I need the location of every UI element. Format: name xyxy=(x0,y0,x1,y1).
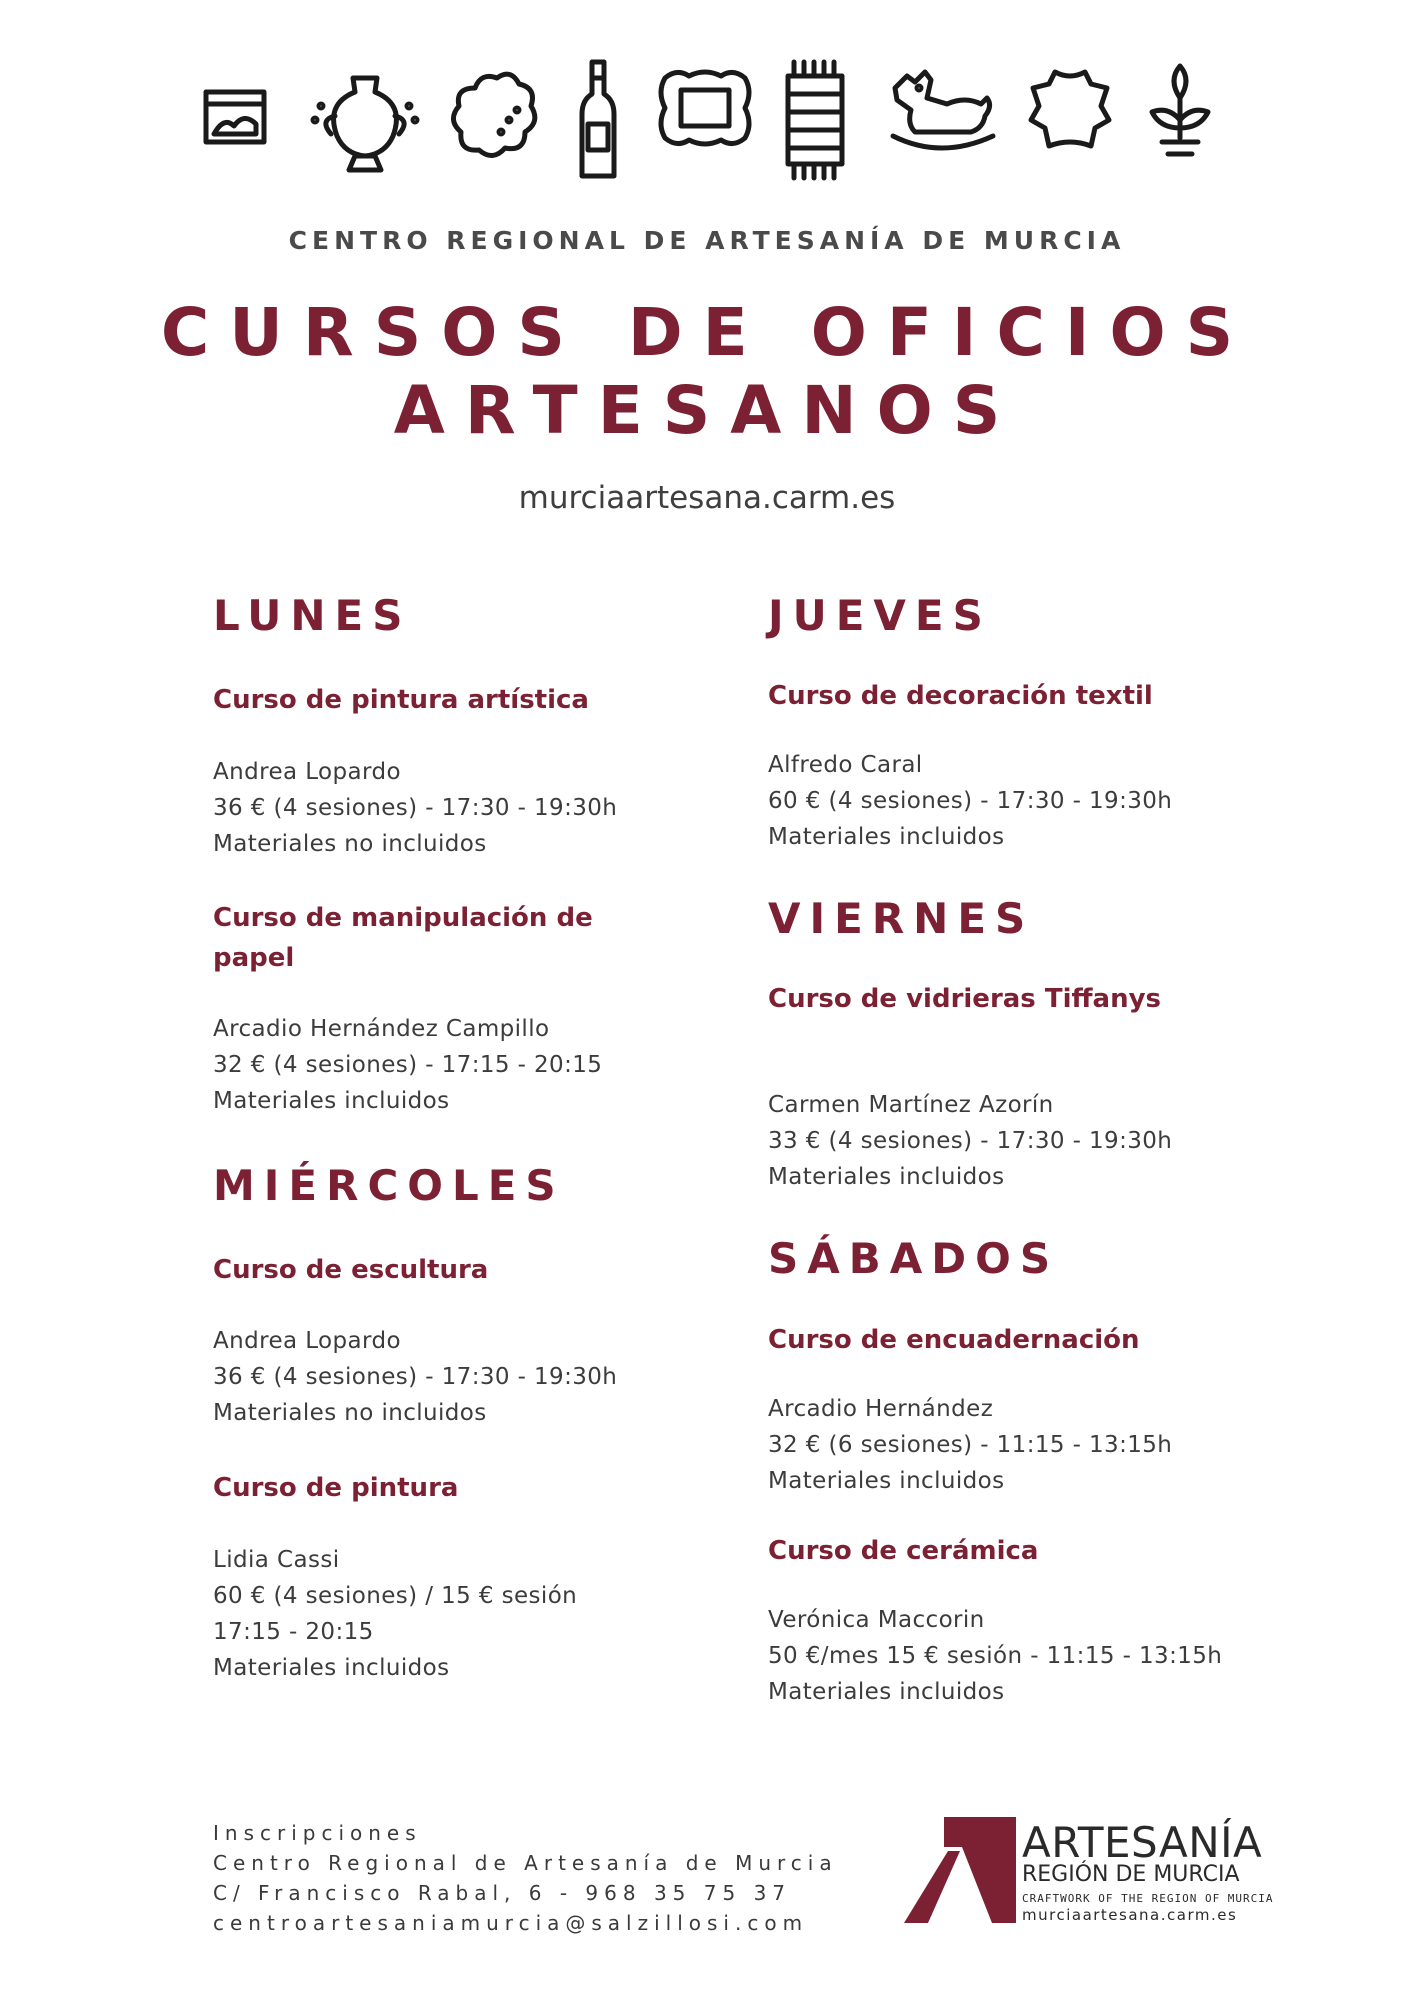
course-details xyxy=(768,1391,1172,1499)
course-materials: Materiales no incluidos xyxy=(213,1400,487,1426)
day-heading-jueves: JUEVES xyxy=(768,591,992,640)
wool-yarn-icon xyxy=(445,58,545,168)
course-title: Curso de cerámica xyxy=(768,1536,1039,1566)
course-price-time: 36 € (4 sesiones) - 17:30 - 19:30h xyxy=(213,795,618,821)
course-title: Curso de manipulación de papel xyxy=(213,903,593,973)
registration-info xyxy=(213,1818,838,1938)
course-price-time: 32 € (4 sesiones) - 17:15 - 20:15 xyxy=(213,1052,603,1078)
course-details xyxy=(768,747,1172,855)
course-teacher: Lidia Cassi xyxy=(213,1547,340,1573)
course-price-time: 50 €/mes 15 € sesión - 11:15 - 13:15h xyxy=(768,1643,1223,1669)
course-materials: Materiales incluidos xyxy=(768,824,1005,850)
course-price-time: 32 € (6 sesiones) - 11:15 - 13:15h xyxy=(768,1432,1173,1458)
logo-title: ARTESANÍA xyxy=(1022,1818,1263,1867)
craft-icons-row xyxy=(0,58,1414,188)
course-teacher: Andrea Lopardo xyxy=(213,1328,401,1354)
registration-label: Inscripciones xyxy=(213,1821,422,1845)
course-materials: Materiales incluidos xyxy=(768,1164,1005,1190)
course-title: Curso de encuadernación xyxy=(768,1325,1140,1355)
course-teacher: Andrea Lopardo xyxy=(213,759,401,785)
organization-name: CENTRO REGIONAL DE ARTESANÍA DE MURCIA xyxy=(288,226,1126,255)
course-materials: Materiales incluidos xyxy=(768,1679,1005,1705)
page-title-line1: CURSOS DE OFICIOS xyxy=(160,294,1254,371)
logo-tagline: CRAFTWORK OF THE REGION OF MURCIA xyxy=(1022,1892,1274,1905)
course-materials: Materiales incluidos xyxy=(768,1468,1005,1494)
course-details xyxy=(213,1323,617,1431)
course-price: 60 € (4 sesiones) / 15 € sesión xyxy=(213,1583,578,1609)
artesania-logo-icon xyxy=(898,1817,1018,1932)
day-heading-lunes: LUNES xyxy=(213,591,412,640)
course-teacher: Alfredo Caral xyxy=(768,752,923,778)
picture-frame-icon xyxy=(200,58,270,148)
course-materials: Materiales incluidos xyxy=(213,1655,450,1681)
page-title-line2: ARTESANOS xyxy=(393,372,1021,449)
course-teacher: Verónica Maccorin xyxy=(768,1607,985,1633)
course-teacher: Arcadio Hernández Campillo xyxy=(213,1016,550,1042)
logo-website: murciaartesana.carm.es xyxy=(1022,1906,1238,1924)
course-price-time: 60 € (4 sesiones) - 17:30 - 19:30h xyxy=(768,788,1173,814)
course-title: Curso de pintura xyxy=(213,1473,459,1503)
course-details xyxy=(768,1087,1172,1195)
course-teacher: Carmen Martínez Azorín xyxy=(768,1092,1054,1118)
course-materials: Materiales no incluidos xyxy=(213,831,487,857)
course-title: Curso de pintura artística xyxy=(213,685,589,715)
course-teacher: Arcadio Hernández xyxy=(768,1396,994,1422)
ceramic-vase-icon xyxy=(305,58,425,178)
course-time: 17:15 - 20:15 xyxy=(213,1619,374,1645)
course-details xyxy=(213,754,617,862)
registration-address: C/ Francisco Rabal, 6 - 968 35 75 37 xyxy=(213,1881,792,1905)
leather-hide-icon xyxy=(1025,58,1115,158)
day-heading-miercoles: MIÉRCOLES xyxy=(213,1161,565,1210)
course-price-time: 36 € (4 sesiones) - 17:30 - 19:30h xyxy=(213,1364,618,1390)
glass-bottle-icon xyxy=(568,58,628,183)
course-details xyxy=(768,1602,1222,1710)
course-details xyxy=(213,1011,602,1119)
course-title: Curso de escultura xyxy=(213,1255,489,1285)
website-link[interactable]: murciaartesana.carm.es xyxy=(518,480,896,516)
day-heading-viernes: VIERNES xyxy=(768,894,1035,943)
course-details xyxy=(213,1542,577,1686)
rocking-horse-icon xyxy=(885,58,1000,163)
rug-icon xyxy=(780,58,850,183)
course-materials: Materiales incluidos xyxy=(213,1088,450,1114)
ornate-frame-icon xyxy=(655,58,755,158)
logo-subtitle: REGIÓN DE MURCIA xyxy=(1022,1862,1240,1887)
registration-email[interactable]: centroartesaniamurcia@salzillosi.com xyxy=(213,1911,809,1935)
day-heading-sabados: SÁBADOS xyxy=(768,1234,1060,1283)
course-title: Curso de vidrieras Tiffanys xyxy=(768,984,1162,1014)
registration-org: Centro Regional de Artesanía de Murcia xyxy=(213,1851,838,1875)
course-title: Curso de decoración textil xyxy=(768,681,1153,711)
plant-pot-icon xyxy=(1140,58,1220,173)
course-price-time: 33 € (4 sesiones) - 17:30 - 19:30h xyxy=(768,1128,1173,1154)
